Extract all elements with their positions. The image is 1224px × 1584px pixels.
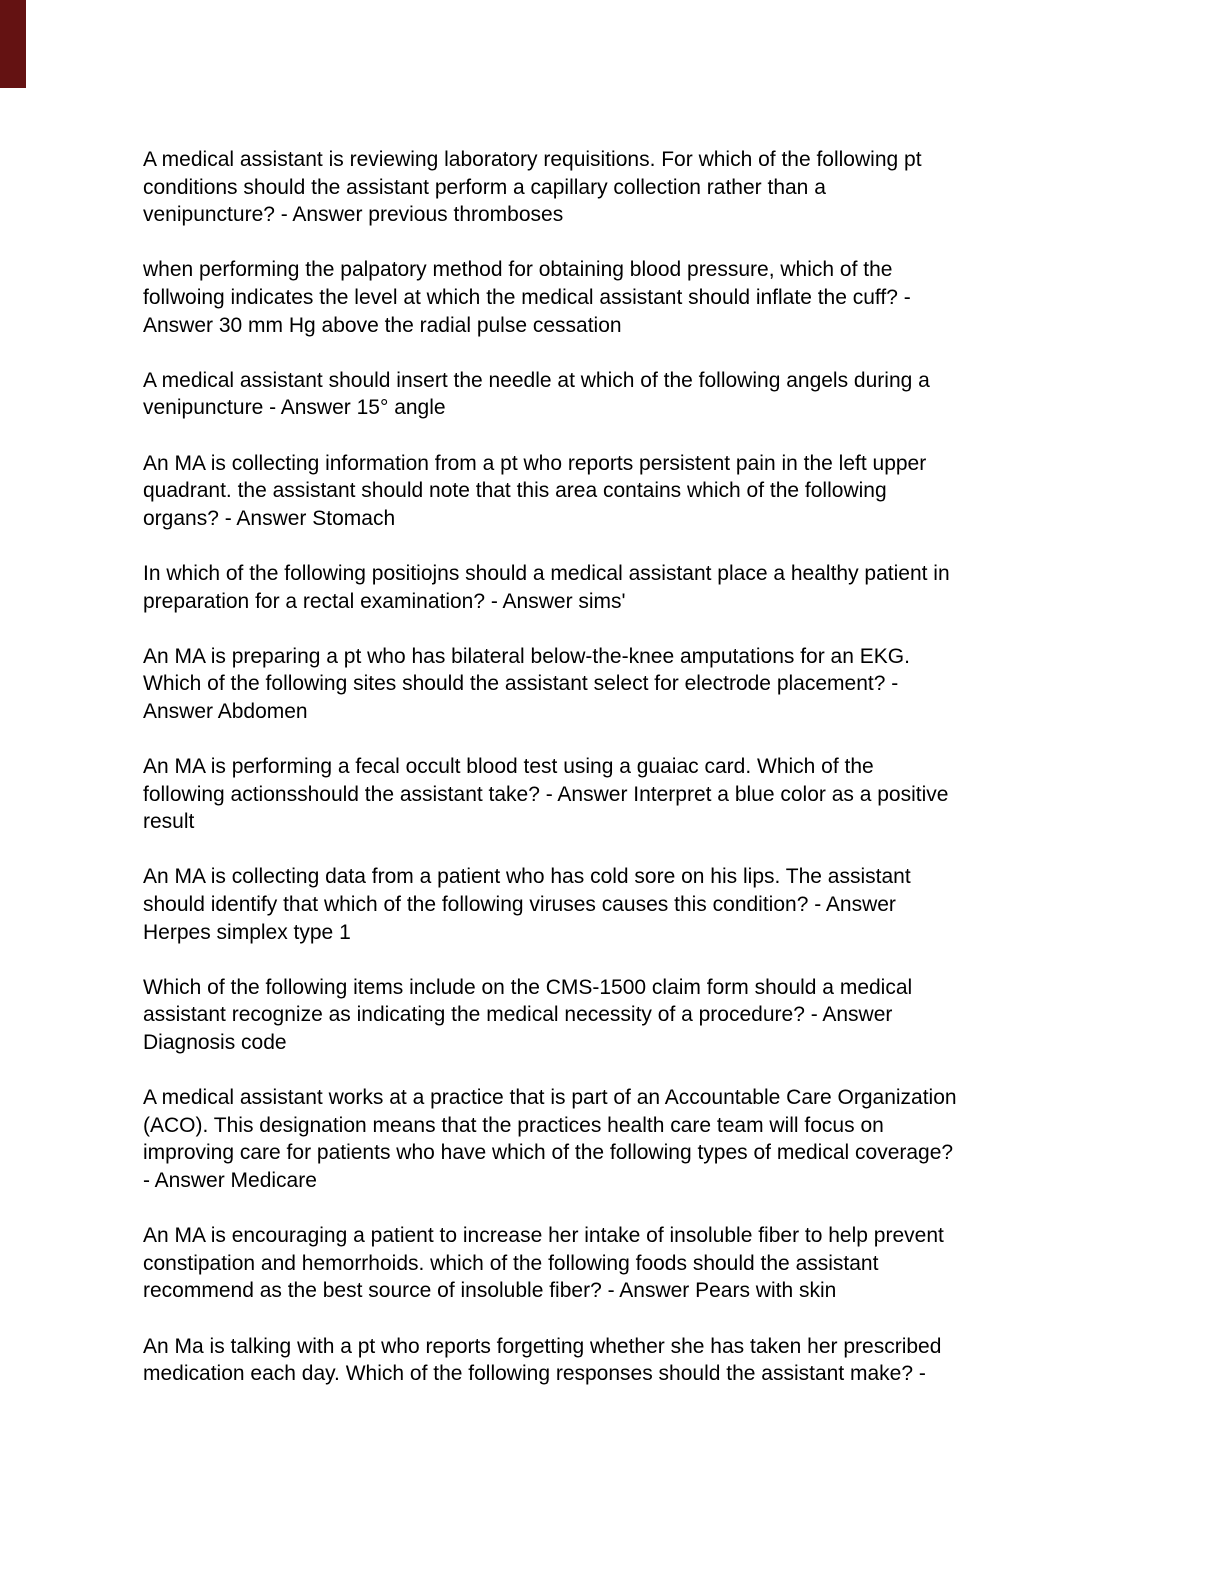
paragraph-qa-rectal-exam-position [143,560,1103,615]
text-line: Answer Abdomen [143,699,308,723]
text-line: In which of the following positiojns should a medical assistant place a healthy patient in [143,561,950,585]
paragraph-qa-left-upper-quadrant [143,450,1103,533]
text-line: An MA is performing a fecal occult blood test using a guaiac card. Which of the [143,755,874,779]
text-line: quadrant. the assistant should note that this area contains which of the following [143,479,887,503]
text-line: when performing the palpatory method for obtaining blood pressure, which of the [143,258,893,282]
corner-scan-mark [0,0,26,88]
text-line: Herpes simplex type 1 [143,920,351,944]
document-text-block [143,146,1103,1388]
text-line: A medical assistant works at a practice that is part of an Accountable Care Organization [143,1086,957,1110]
text-line: organs? - Answer Stomach [143,506,396,530]
text-line: improving care for patients who have which of the following types of medical coverage? [143,1141,954,1165]
paragraph-qa-ekg-electrode-placement [143,643,1103,726]
text-line: Which of the following sites should the assistant select for electrode placement? - [143,672,899,696]
paragraph-qa-guaiac-card [143,753,1103,836]
paragraph-qa-capillary-collection [143,146,1103,229]
text-line: venipuncture - Answer 15° angle [143,396,446,420]
text-line: An MA is preparing a pt who has bilateral below-the-knee amputations for an EKG. [143,644,910,668]
text-line: recommend as the best source of insoluble fiber? - Answer Pears with skin [143,1279,837,1303]
paragraph-qa-insoluble-fiber [143,1222,1103,1305]
text-line: following actionsshould the assistant take? - Answer Interpret a blue color as a positive [143,782,949,806]
text-line: An MA is collecting data from a patient who has cold sore on his lips. The assistant [143,865,911,889]
text-line: An Ma is talking with a pt who reports forgetting whether she has taken her prescribed [143,1334,942,1358]
text-line: result [143,810,195,834]
text-line: Answer 30 mm Hg above the radial pulse cessation [143,313,622,337]
paragraph-qa-palpatory-bp [143,256,1103,339]
paragraph-qa-aco-medicare [143,1084,1103,1194]
paragraph-qa-cold-sore-virus [143,863,1103,946]
text-line: constipation and hemorrhoids. which of the following foods should the assistant [143,1251,879,1275]
text-line: follwoing indicates the level at which the medical assistant should inflate the cuff? - [143,285,911,309]
text-line: conditions should the assistant perform a capillary collection rather than a [143,175,826,199]
text-line: A medical assistant is reviewing laboratory requisitions. For which of the following pt [143,148,922,171]
text-line: An MA is encouraging a patient to increase her intake of insoluble fiber to help prevent [143,1224,944,1248]
text-line: venipuncture? - Answer previous thromboses [143,203,564,227]
text-line: An MA is collecting information from a pt who reports persistent pain in the left upper [143,451,927,475]
text-line: preparation for a rectal examination? - Answer sims' [143,589,626,613]
text-line: A medical assistant should insert the needle at which of the following angels during a [143,368,930,392]
text-line: assistant recognize as indicating the medical necessity of a procedure? - Answer [143,1003,893,1027]
text-line: - Answer Medicare [143,1168,317,1192]
text-line: should identify that which of the following viruses causes this condition? - Answer [143,893,896,917]
paragraph-qa-needle-angle [143,367,1103,422]
text-line: Diagnosis code [143,1031,287,1054]
text-line: medication each day. Which of the following responses should the assistant make? - [143,1362,926,1386]
text-line: Which of the following items include on the CMS-1500 claim form should a medical [143,975,913,999]
paragraph-qa-medication-reminder [143,1333,1103,1388]
text-line: (ACO). This designation means that the practices health care team will focus on [143,1113,884,1137]
paragraph-qa-cms-1500 [143,974,1103,1057]
